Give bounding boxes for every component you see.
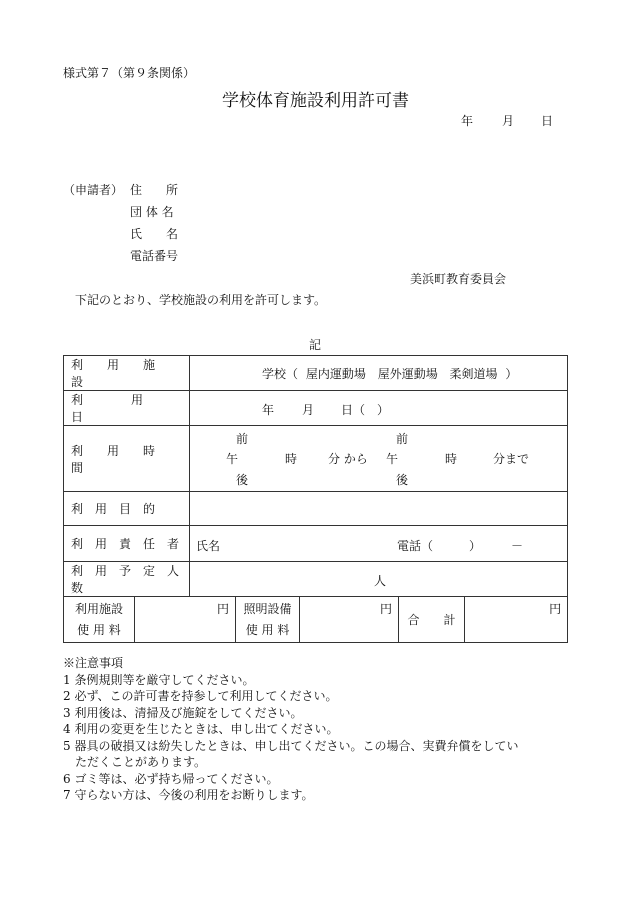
- responsible-label-cell: [64, 526, 190, 562]
- facility-option-indoor: 屋内運動場: [305, 366, 366, 381]
- list-item: 4 利用の変更を生じたときは、申し出てください。: [63, 722, 339, 736]
- purpose-value-cell: [190, 492, 568, 526]
- time-min-from: 分 から: [328, 452, 368, 466]
- applicant-group-label: 団 体 名: [130, 205, 174, 219]
- date-day: 日: [541, 114, 554, 128]
- applicant-name-label: 氏 名: [130, 227, 179, 241]
- facility-option-budo: 柔剣道場: [449, 366, 498, 381]
- use-date-year: 年: [262, 403, 275, 417]
- lighting-fee-label-1: 照明設備: [243, 601, 292, 616]
- date-label-cell: [64, 391, 190, 426]
- time-mid-2: 午: [386, 452, 399, 466]
- lighting-fee-label-cell: [236, 597, 300, 643]
- headcount-value-cell: [190, 562, 568, 597]
- ki-heading: 記: [309, 338, 322, 352]
- table-row: [64, 492, 568, 526]
- headcount-label: 利 用 予 定 人 数: [71, 564, 192, 595]
- date-year: 年: [461, 114, 474, 128]
- list-item: 1 条例規則等を厳守してください。: [63, 672, 255, 687]
- applicant-address-label: 住 所: [130, 183, 179, 197]
- headcount-unit: 人: [374, 574, 387, 588]
- time-value-cell: [190, 426, 568, 492]
- list-item: 5 器具の破損又は紛失したときは、申し出てください。この場合、実費弁償をしてい: [63, 738, 519, 753]
- total-label: 合 計: [407, 613, 456, 627]
- total-value-cell: [465, 597, 568, 643]
- facility-option-outdoor: 屋外運動場: [377, 366, 438, 381]
- lighting-fee-yen: 円: [380, 602, 393, 616]
- time-hour-1: 時: [285, 452, 298, 466]
- facility-school: 学校（: [262, 366, 299, 381]
- time-am-1: 前: [236, 432, 249, 446]
- applicant-prefix: （申請者）: [63, 183, 124, 197]
- page-title: 学校体育施設利用許可書: [222, 91, 409, 111]
- facility-label: 利 用 施 設: [71, 358, 180, 389]
- responsible-name-label: 氏名: [196, 539, 221, 553]
- time-label: 利 用 時 間: [71, 443, 180, 475]
- time-min-to: 分まで: [493, 452, 530, 466]
- use-date-day: 日（ ）: [341, 403, 390, 417]
- list-item: ただくことがあります。: [63, 755, 207, 769]
- table-row: [64, 597, 568, 643]
- time-label-cell: [64, 426, 190, 492]
- table-row: [64, 356, 568, 391]
- facility-close: ）: [505, 366, 518, 381]
- time-am-2: 前: [396, 432, 409, 446]
- notes-heading: ※注意事項: [63, 656, 124, 670]
- list-item: 7 守らない方は、今後の利用をお断りします。: [63, 788, 314, 802]
- responsible-value-cell: [190, 526, 568, 562]
- purpose-label: 利 用 目 的: [71, 502, 156, 516]
- date-label: 利 用 日: [71, 393, 192, 424]
- facility-fee-yen: 円: [217, 602, 230, 616]
- time-mid-1: 午: [226, 452, 239, 466]
- time-pm-1: 後: [236, 473, 249, 487]
- permit-table: [63, 355, 568, 643]
- time-hour-2: 時: [445, 452, 458, 466]
- facility-label-cell: [64, 356, 190, 391]
- table-row: [64, 426, 568, 492]
- list-item: 6 ゴミ等は、必ず持ち帰ってください。: [63, 771, 279, 786]
- facility-value-cell: [190, 356, 568, 391]
- list-item: 3 利用後は、清掃及び施錠をしてください。: [63, 705, 303, 720]
- total-yen: 円: [549, 602, 562, 616]
- headcount-label-cell: [64, 562, 190, 597]
- purpose-label-cell: [64, 492, 190, 526]
- table-row: [64, 562, 568, 597]
- intro-text: 下記のとおり、学校施設の利用を許可します。: [75, 293, 327, 307]
- table-row: [64, 391, 568, 426]
- lighting-fee-value-cell: [300, 597, 399, 643]
- date-value-cell: [190, 391, 568, 426]
- notes-section: [63, 655, 518, 804]
- facility-fee-value-cell: [135, 597, 236, 643]
- applicant-phone-label: 電話番号: [130, 249, 179, 263]
- use-date-month: 月: [302, 403, 315, 417]
- date-month: 月: [502, 114, 515, 128]
- responsible-phone-label: 電話（ ） －: [397, 539, 524, 553]
- issuer: 美浜町教育委員会: [410, 272, 507, 286]
- form-number: 様式第７（第９条関係）: [63, 66, 196, 80]
- table-row: [64, 526, 568, 562]
- list-item: 2 必ず、この許可書を持参して利用してください。: [63, 689, 338, 703]
- lighting-fee-label-2: 使 用 料: [245, 622, 290, 637]
- facility-fee-label-cell: [64, 597, 135, 643]
- facility-fee-label-2: 使 用 料: [77, 622, 121, 637]
- total-label-cell: [399, 597, 465, 643]
- time-pm-2: 後: [396, 473, 409, 487]
- facility-fee-label-1: 利用施設: [74, 601, 123, 616]
- responsible-label: 利 用 責 任 者: [71, 537, 180, 551]
